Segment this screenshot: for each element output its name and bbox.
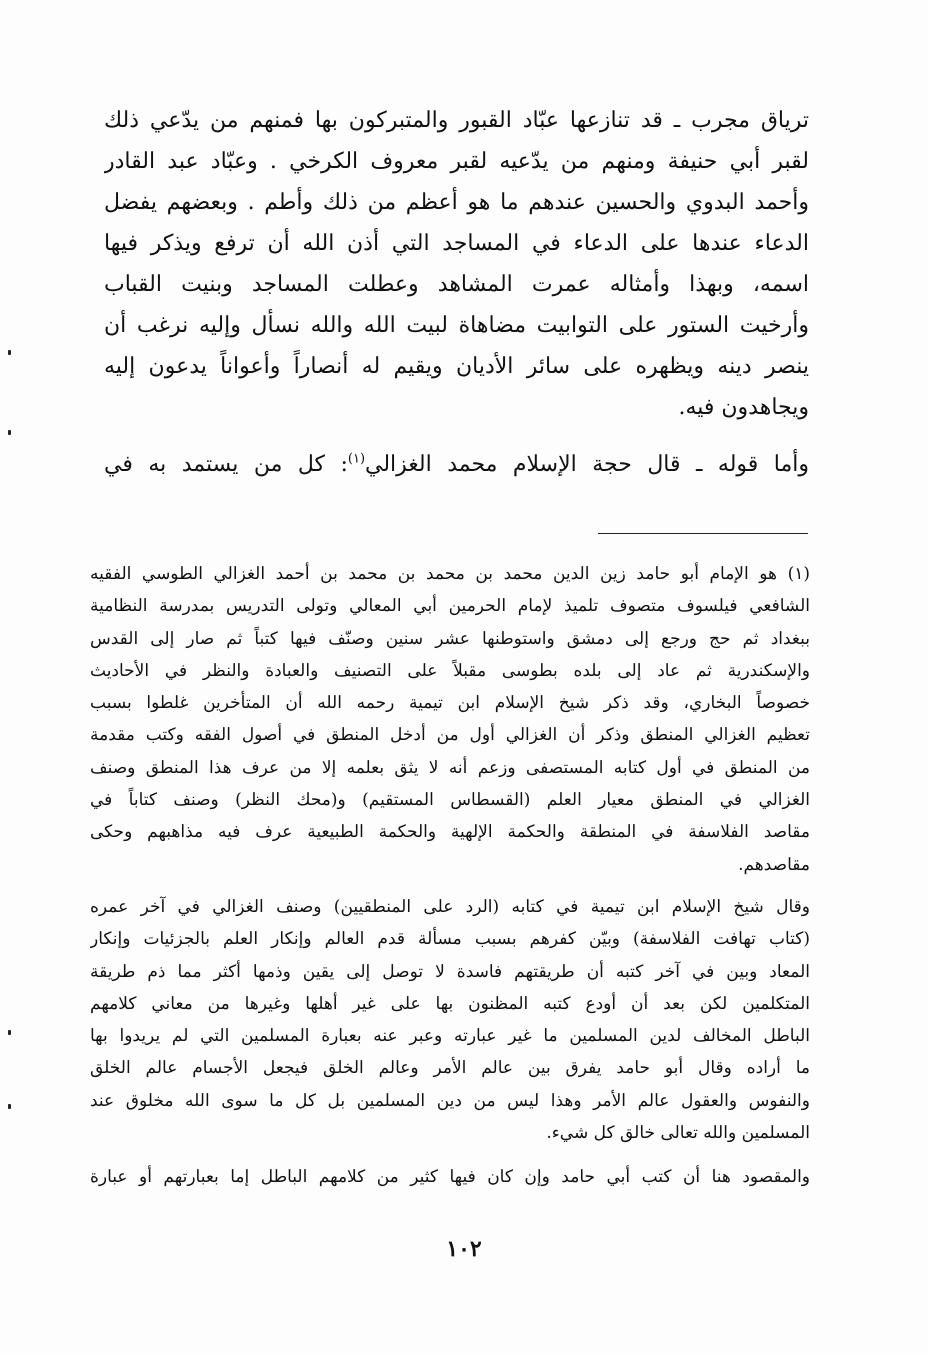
main-line: الدعاء عندها على الدعاء في المساجد التي أذن الله أن ترفع ويذكر فيها xyxy=(104,231,809,256)
footnote-line: الغزالي في المنطق معيار العلم (القسطاس المستقيم) و(محك النظر) وصنف كتاباً في xyxy=(90,790,810,811)
footnote-line: (١) هو الإمام أبو حامد زين الدين محمد بن محمد بن محمد بن أحمد الغزالي الطوسي الفقيه xyxy=(90,564,810,584)
main-line: ترياق مجرب ـ قد تنازعها عبّاد القبور والمتبركون بها فمنهم من يدّعي ذلك xyxy=(104,108,809,133)
main-line: لقبر أبي حنيفة ومنهم من يدّعيه لقبر معروف الكرخي . وعبّاد عبد القادر xyxy=(104,149,809,174)
footnotes xyxy=(90,558,810,1194)
footnote-line: خصوصاً البخاري، وقد ذكر شيخ الإسلام ابن تيمية رحمه الله أن المتأخرين غلطوا بسبب xyxy=(90,693,810,714)
footnote-paragraph xyxy=(90,891,810,1149)
footnote-line: الباطل المخالف لدين المسلمين ما غير عبارته وعبر عنه بعبارة المسلمين التي لم يريدوا بها xyxy=(90,1026,810,1047)
footnote-line: والنفوس والعقول عالم الأمر وهذا ليس من دين المسلمين بل كل ما سوى الله مخلوق عند xyxy=(90,1090,810,1111)
scan-speck xyxy=(8,430,11,435)
footnote-line: والإسكندرية ثم عاد إلى بلده بطوسى مقبلاً على التصنيف والعبادة والنظر في الأحاديث xyxy=(90,660,810,681)
footnote-line: الشافعي فيلسوف متصوف تلميذ لإمام الحرمين أبي المعالي وتولى التدريس بمدرسة النظامية xyxy=(90,596,810,617)
main-line: اسمه، وبهذا وأمثاله عمرت المشاهد وعطلت المساجد وبنيت القباب xyxy=(104,272,809,297)
main-line: ويجاهدون فيه. xyxy=(678,395,809,420)
page-number: ١٠٢ xyxy=(446,1236,482,1262)
footnote-paragraph xyxy=(90,1161,810,1193)
main-text xyxy=(104,100,809,485)
main-line: ينصر دينه ويظهره على سائر الأديان ويقيم له أنصاراً وأعواناً يدعون إليه xyxy=(104,354,809,379)
footnote-divider xyxy=(598,533,808,534)
footnote-line: من المنطق في أول كتابه المستصفى وزعم أنه لا يثق بعلمه إلا من عرف هذا المنطق وصنف xyxy=(90,757,810,778)
footnote-marker[interactable]: (١) xyxy=(347,451,366,467)
footnote-line: المسلمين والله تعالى خالق كل شيء. xyxy=(546,1123,810,1144)
footnote-line: والمقصود هنا أن كتب أبي حامد وإن كان فيها كثير من كلامهم الباطل إما بعبارتهم أو عبارة xyxy=(90,1167,810,1188)
footnote-line: مقاصد الفلاسفة في المنطقة والحكمة الإلهية والحكمة الطبيعية عرف فيه مذاهبهم وحكى xyxy=(90,822,810,843)
footnote-line: ما أراده وقال أبو حامد يفرق بين عالم الأمر وعالم الخلق فيجعل الأجسام عالم الخلق xyxy=(90,1058,810,1079)
footnote-line: مقاصدهم. xyxy=(738,854,810,875)
scan-speck xyxy=(8,1104,11,1109)
footnote-line: (كتاب تهافت الفلاسفة) وبيّن كفرهم بسبب مسألة قدم العالم وإنكار العلم بالجزئيات وإنكار xyxy=(90,929,810,950)
quote-line xyxy=(104,444,809,485)
quote-before: وأما قوله ـ قال حجة الإسلام محمد الغزالي xyxy=(365,452,809,477)
footnote-line: ببغداد ثم حج ورجع إلى دمشق واستوطنها عشر سنين وصنّف فيها كتباً ثم صار إلى القدس xyxy=(90,628,810,649)
scan-speck xyxy=(8,350,11,355)
footnote-paragraph xyxy=(90,558,810,881)
main-line: وأرخيت الستور على التوابيت مضاهاة لبيت الله والله نسأل وإليه نرغب أن xyxy=(104,313,809,338)
footnote-line: المعاد وبين في آخر كتبه أن طريقتهم فاسدة لا توصل إلى يقين وذمها أكثر مما ذم طريقة xyxy=(90,961,810,982)
footnote-line: المتكلمين لكن بعد أن أودع كتبه المظنون بها على غير أهلها وغيرها من معاني كلامهم xyxy=(90,993,810,1014)
footnote-line: تعظيم الغزالي المنطق وذكر أن الغزالي أول من أدخل المنطق في أصول الفقه وكتب مقدمة xyxy=(90,725,810,746)
footnote-line: وقال شيخ الإسلام ابن تيمية في كتابه (الرد على المنطقيين) وصنف الغزالي في آخر عمره xyxy=(90,896,810,917)
quote-after: : كل من يستمد به في xyxy=(104,452,348,477)
scan-speck xyxy=(8,1030,11,1035)
main-line: وأحمد البدوي والحسين عندهم ما هو أعظم من ذلك وأطم . وبعضهم يفضل xyxy=(104,190,809,215)
